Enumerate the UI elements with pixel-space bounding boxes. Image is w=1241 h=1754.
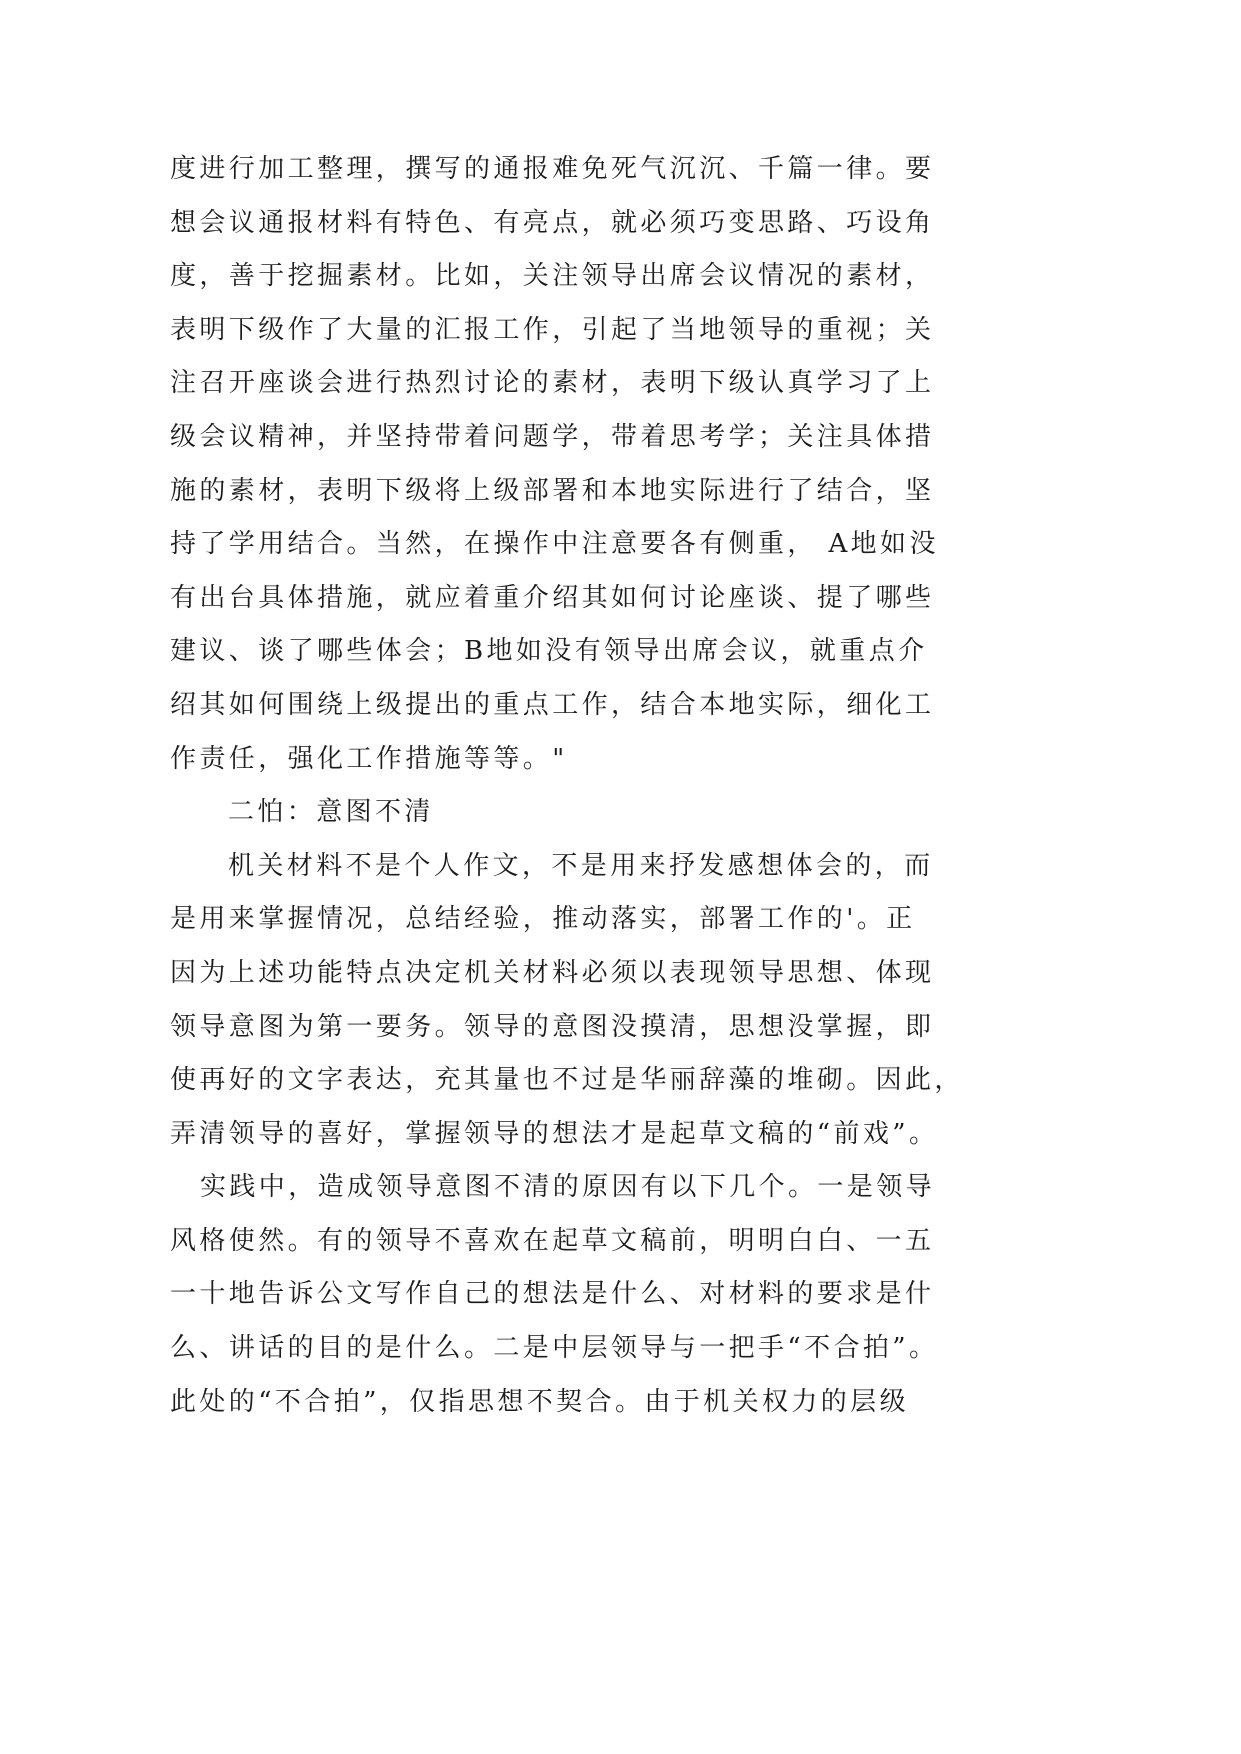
text-line: 注召开座谈会进行热烈讨论的素材，表明下级认真学习了上 <box>170 368 935 399</box>
section-heading: 二怕：意图不清 <box>228 797 434 828</box>
text-line: 度，善于挖掘素材。比如，关注领导出席会议情况的素材， <box>170 261 935 292</box>
text-line: 建议、谈了哪些体会；B地如没有领导出席会议，就重点介 <box>170 636 928 667</box>
text-line: 风格使然。有的领导不喜欢在起草文稿前，明明白白、一五 <box>170 1225 935 1256</box>
text-line: 此处的“不合拍”，仅指思想不契合。由于机关权力的层级 <box>170 1386 909 1417</box>
text-line: 施的素材，表明下级将上级部署和本地实际进行了结合，坚 <box>170 475 935 506</box>
text-line: 实践中，造成领导意图不清的原因有以下几个。一是领导 <box>200 1172 936 1203</box>
text-line: 一十地告诉公文写作自己的想法是什么、对材料的要求是什 <box>170 1279 935 1310</box>
text-line: 有出台具体措施，就应着重介绍其如何讨论座谈、提了哪些 <box>170 582 935 613</box>
text-line: 想会议通报材料有特色、有亮点，就必须巧变思路、巧设角 <box>170 207 935 238</box>
text-line: 级会议精神，并坚持带着问题学，带着思考学；关注具体措 <box>170 421 935 452</box>
text-line: 持了学用结合。当然，在操作中注意要各有侧重， A地如没 <box>170 529 939 560</box>
text-line: 弄清领导的喜好，掌握领导的想法才是起草文稿的“前戏”。 <box>170 1118 939 1149</box>
text-line: 绍其如何围绕上级提出的重点工作，结合本地实际，细化工 <box>170 689 935 720</box>
text-line: 表明下级作了大量的汇报工作，引起了当地领导的重视；关 <box>170 314 935 345</box>
text-line: 使再好的文字表达，充其量也不过是华丽辞藻的堆砌。因此， <box>170 1065 964 1096</box>
text-line: 机关材料不是个人作文，不是用来抒发感想体会的，而 <box>228 850 934 881</box>
body-text <box>170 143 970 1429</box>
text-line: 作责任，强化工作措施等等。" <box>170 743 568 774</box>
text-line: 领导意图为第一要务。领导的意图没摸清，思想没掌握，即 <box>170 1011 935 1042</box>
text-line: 度进行加工整理，撰写的通报难免死气沉沉、千篇一律。要 <box>170 154 935 184</box>
text-line: 么、讲话的目的是什么。二是中层领导与一把手“不合拍”。 <box>170 1333 939 1364</box>
text-line: 因为上述功能特点决定机关材料必须以表现领导思想、体现 <box>170 957 935 988</box>
text-line: 是用来掌握情况，总结经验，推动落实，部署工作的'。正 <box>170 904 916 935</box>
